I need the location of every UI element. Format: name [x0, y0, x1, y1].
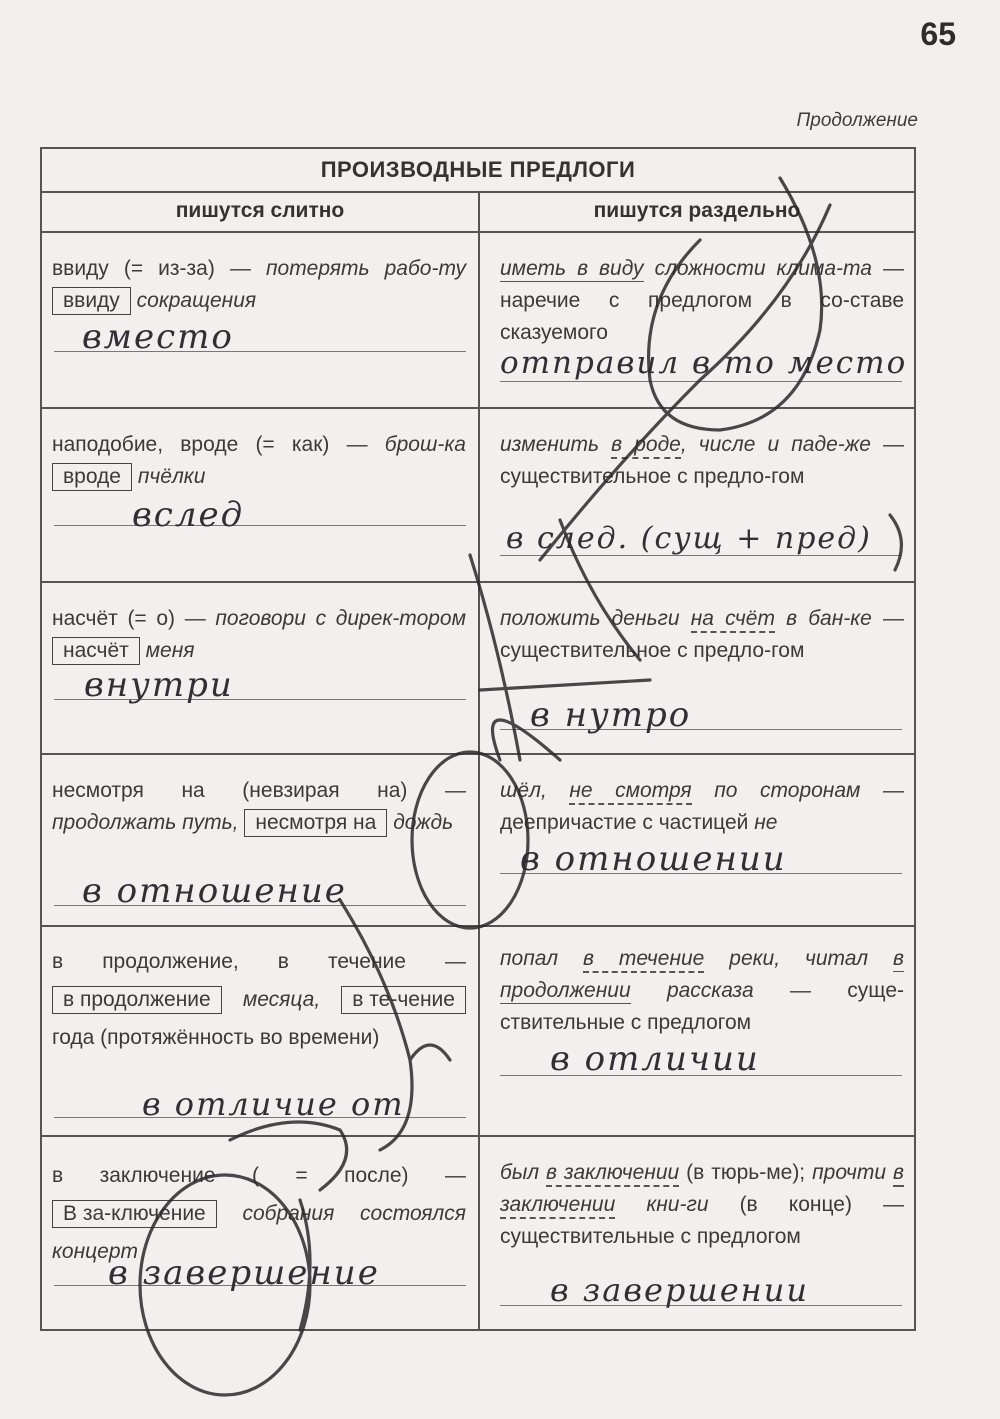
example-text [500, 943, 904, 1039]
page-number: 65 [920, 16, 956, 52]
rule-text: — существительное с предло-гом [500, 433, 905, 488]
boxed-preposition: в те-чение [341, 986, 466, 1014]
example-phrase: попал [500, 947, 584, 970]
example-text [500, 775, 904, 839]
underlined-phrase: на счёт [691, 607, 775, 633]
rule-text: — суще-ствительные с предлогом [500, 979, 904, 1034]
continuation-label: Продолжение [796, 110, 918, 131]
underlined-phrase: иметь в виду [500, 257, 644, 280]
example-text [500, 1157, 904, 1253]
example-text [52, 943, 466, 1057]
rule-text: (в тюрь-ме); [679, 1161, 813, 1184]
boxed-preposition: В за-ключение [52, 1200, 217, 1228]
handwritten-answer: вслед [132, 495, 245, 535]
rule-text: в продолжение, в течение — [52, 950, 466, 973]
cell-separate [480, 407, 914, 581]
answer-line [54, 525, 466, 526]
example-phrase: продолжать путь, [52, 811, 239, 834]
column-header-together: пишутся слитно [175, 199, 345, 222]
cell-together [42, 407, 478, 581]
example-phrase: сложности клима-та [654, 257, 872, 280]
underlined-phrase: в течение [583, 947, 704, 973]
table-title: ПРОИЗВОДНЫЕ ПРЕДЛОГИ [42, 149, 914, 193]
example-phrase: положить деньги [500, 607, 691, 630]
example-phrase: изменить [500, 433, 612, 456]
cell-together [42, 925, 478, 1135]
boxed-preposition: в продолжение [52, 986, 222, 1014]
rule-text: наподобие, вроде (= как) — [52, 433, 385, 456]
table-row [42, 407, 914, 583]
underlined-phrase: не смотря [569, 779, 691, 805]
example-phrase: , числе и паде-же [680, 433, 871, 456]
example-phrase: кни-ги [615, 1193, 709, 1216]
example-phrase: поговори с дирек-тором [215, 607, 466, 630]
handwritten-answer: в завершении [550, 1271, 809, 1309]
example-phrase: рассказа [630, 979, 754, 1002]
example-text [500, 429, 904, 493]
boxed-preposition: ввиду [52, 287, 131, 315]
cell-together [42, 231, 478, 407]
example-phrase: собрания состоялся концерт [52, 1202, 466, 1263]
table-row [42, 1135, 914, 1331]
rule-text: в заключение ( = после) — [52, 1164, 466, 1187]
example-phrase: меня [145, 639, 195, 662]
prepositions-table [40, 147, 916, 1331]
example-text [52, 253, 466, 317]
handwritten-answer: внутри [84, 665, 234, 705]
rule-text: ввиду (= из-за) — [52, 257, 266, 280]
handwritten-answer: в отношение [82, 871, 347, 911]
handwritten-answer: в завершение [108, 1253, 380, 1293]
boxed-preposition: несмотря на [244, 809, 387, 837]
underlined-phrase: в заключении [546, 1161, 679, 1187]
rule-text: (в конце) — существительные с предлогом [500, 1193, 904, 1248]
boxed-preposition: вроде [52, 463, 132, 491]
example-text [52, 603, 466, 667]
example-phrase: по сторонам [691, 779, 861, 802]
example-phrase: шёл, [500, 779, 570, 802]
table-row [42, 581, 914, 755]
underlined-phrase: в заключении [500, 1161, 904, 1219]
handwritten-answer: в нутро [530, 695, 692, 735]
table-row [42, 925, 914, 1137]
example-text [500, 603, 904, 667]
cell-separate [480, 1135, 914, 1331]
example-phrase: дождь [393, 811, 454, 834]
example-text [52, 775, 466, 839]
example-phrase: прочти [812, 1161, 894, 1184]
cell-together [42, 581, 478, 753]
rule-text: насчёт (= о) — [52, 607, 216, 630]
underlined-phrase: в продолжении [500, 947, 904, 1002]
example-phrase: брош-ка [384, 433, 466, 456]
example-phrase: не [754, 811, 778, 834]
table-row [42, 231, 914, 409]
example-text [500, 253, 904, 349]
example-phrase: пчёлки [137, 465, 206, 488]
boxed-preposition: насчёт [52, 637, 140, 665]
example-phrase: месяца, [242, 988, 321, 1011]
example-phrase: реки, читал [704, 947, 894, 970]
cell-together [42, 753, 478, 925]
handwritten-answer: вместо [82, 317, 234, 357]
example-text [52, 429, 466, 493]
handwritten-answer: в отношении [520, 839, 787, 879]
rule-text: несмотря на (невзирая на) — [52, 779, 466, 802]
cell-separate [480, 753, 914, 925]
handwritten-answer: в отличии [550, 1039, 760, 1079]
rule-text: — деепричастие с частицей [500, 779, 904, 834]
example-phrase: в бан-ке [774, 607, 872, 630]
cell-separate [480, 231, 914, 407]
handwritten-answer: в след. (сущ + пред) [506, 521, 872, 556]
cell-together [42, 1135, 478, 1331]
cell-separate [480, 925, 914, 1135]
example-phrase: сокращения [136, 289, 257, 312]
column-header-separate: пишутся раздельно [593, 199, 801, 222]
handwritten-answer: в отличие от [142, 1085, 405, 1123]
table-row [42, 753, 914, 927]
rule-text: года (протяжённость во времени) [52, 1026, 380, 1049]
handwritten-answer: отправил в то место [500, 345, 908, 381]
rule-text: — наречие с предлогом в со-ставе сказуемого [500, 257, 905, 344]
cell-separate [480, 581, 914, 753]
example-phrase: был [500, 1161, 547, 1184]
rule-text: — существительное с предло-гом [500, 607, 904, 662]
underlined-phrase: в роде [611, 433, 681, 459]
example-phrase: потерять рабо-ту [265, 257, 466, 280]
answer-line [500, 381, 902, 382]
